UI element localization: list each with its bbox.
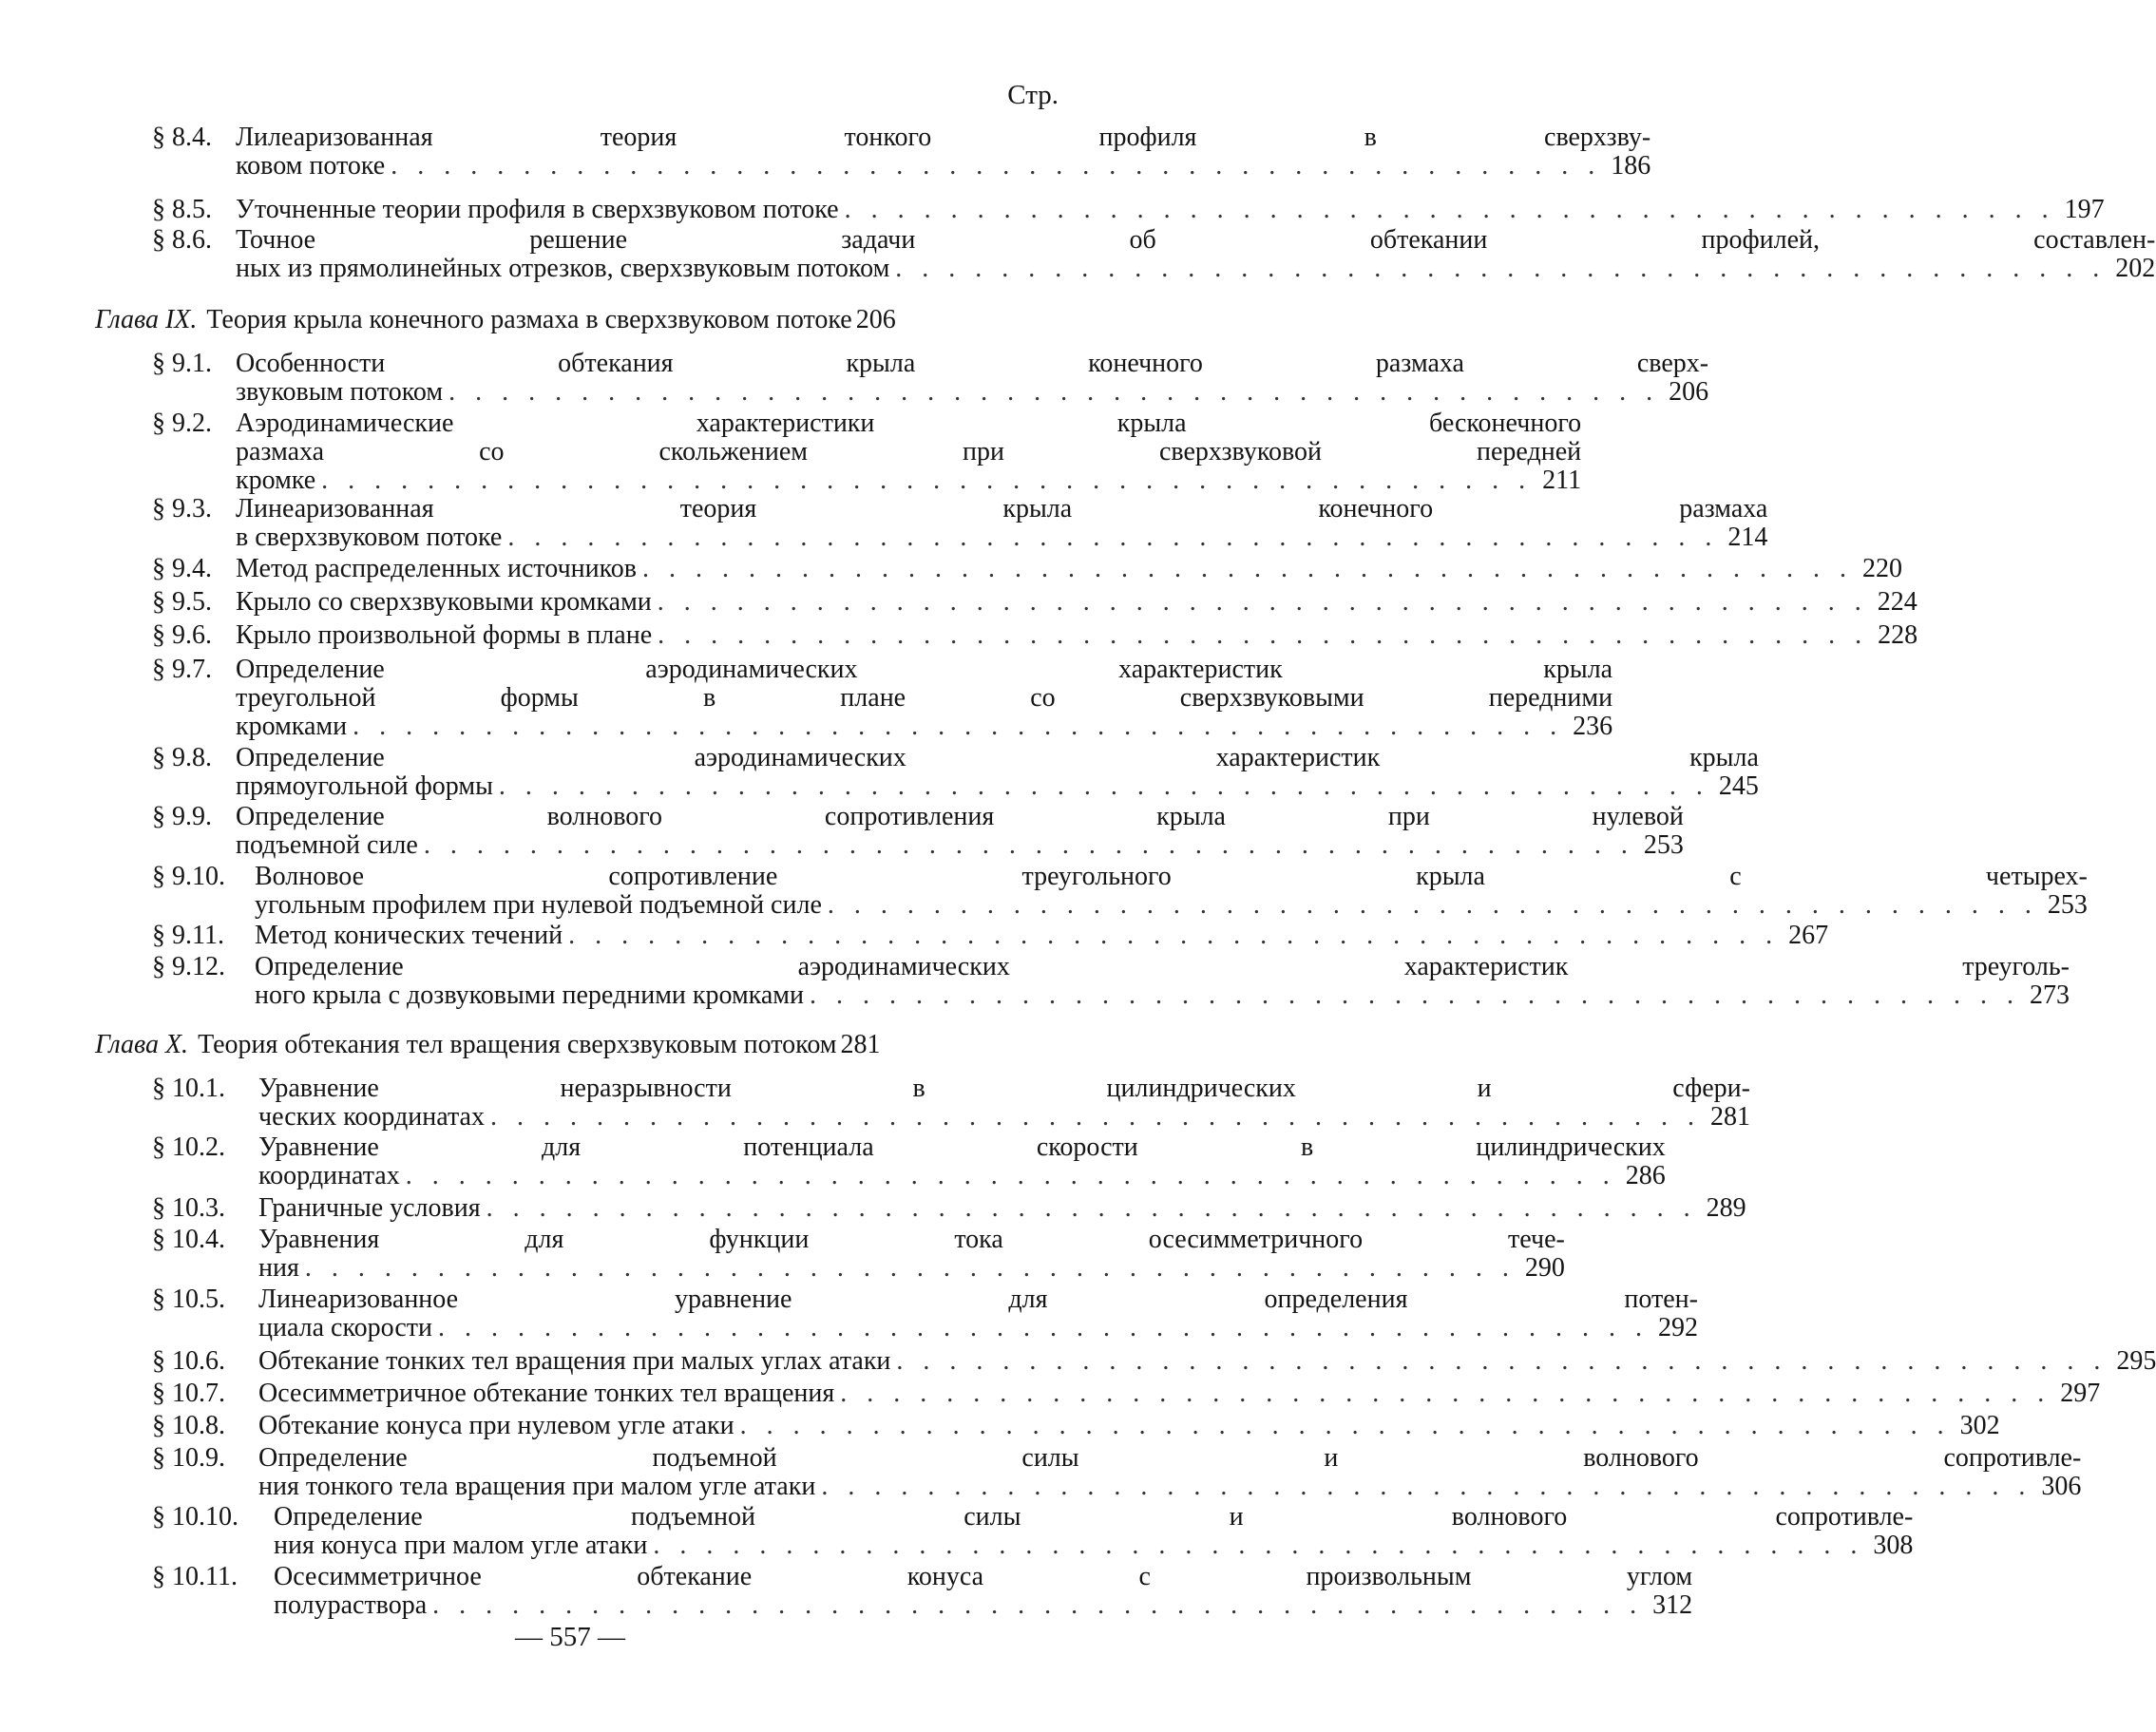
section-title-line: Лилеаризованная теория тонкого профиля в сверхзву- [236,123,1651,152]
toc-entry [152,1502,1914,1560]
section-title-line: Определение аэродинамических характеристик крыла [236,743,1759,772]
section-title-line: Точное решение задачи об обтекании профилей, составлен- [236,225,2156,255]
toc-entry [152,655,1613,741]
dot-leader: . . . . . . . . . . . . . . . . . . . . . . . . . . . . . . . . . . . . . . . . . . . . . . [391,151,1602,181]
section-title-line: кромке [236,466,316,495]
dot-leader: . . . . . . . . . . . . . . . . . . . . . . . . . . . . . . . . . . . . . . . . . . . . . . [507,523,1719,552]
dot-leader: . . . . . . . . . . . . . . . . . . . . . . . . . . . . . . . . . . . . . . . . . . . . . . [438,1313,1649,1342]
page-number: 214 [1727,523,1768,552]
page-number: 306 [2041,1472,2082,1501]
page-number: 297 [2060,1379,2101,1408]
section-number: § 9.3. [152,494,212,523]
page-number: 267 [1788,921,1829,950]
dot-leader: . . . . . . . . . . . . . . . . . . . . . . . . . . . . . . . . . . . . . . . . . . . . . . [321,466,1533,495]
dot-leader: . . . . . . . . . . . . . . . . . . . . . . . . . . . . . . . . . . . . . . . . . . . . . . [895,254,2107,283]
section-number: § 10.4. [152,1225,225,1254]
toc-entry [152,1346,2156,1376]
dot-leader: . . . . . . . . . . . . . . . . . . . . . . . . . . . . . . . . . . . . . . . . . . . . . . [896,1346,2108,1376]
section-title-line: Граничные условия [258,1193,481,1223]
dot-leader: . . . . . . . . . . . . . . . . . . . . . . . . . . . . . . . . . . . . . . . . . . . . . . [653,1531,1864,1560]
page-number: 206 [855,305,896,334]
dot-leader: . . . . . . . . . . . . . . . . . . . . . . . . . . . . . . . . . . . . . . . . . . . . . . [840,1379,2051,1408]
toc-entry [152,195,2105,224]
toc-entry [152,862,2088,920]
chapter-title: Теория крыла конечного размаха в сверхзвуковом потоке [206,305,852,334]
section-title-line: кромками [236,712,348,741]
section-title-line: треугольной формы в плане со сверхзвуковыми передними [236,683,1613,713]
section-number: § 9.11. [152,921,224,950]
section-number: § 10.2. [152,1132,225,1162]
section-title-line: Определение подъемной силы и волнового сопротивле- [258,1443,2082,1473]
section-title-line: прямоугольной формы [236,771,493,801]
dot-leader: . . . . . . . . . . . . . . . . . . . . . . . . . . . . . . . . . . . . . . . . . . . . . . [304,1253,1516,1283]
page-number: 245 [1718,771,1759,801]
dot-leader: . . . . . . . . . . . . . . . . . . . . . . . . . . . . . . . . . . . . . . . . . . . . . . [810,980,2020,1010]
toc-entry [152,554,1903,583]
dot-leader: . . . . . . . . . . . . . . . . . . . . . . . . . . . . . . . . . . . . . . . . . . . . . . [486,1193,1697,1223]
toc-entry [152,225,2156,283]
toc-entry [152,1411,2000,1440]
dot-leader: . . . . . . . . . . . . . . . . . . . . . . . . . . . . . . . . . . . . . . . . . . . . . . [489,1102,1701,1132]
section-title-line: угольным профилем при нулевой подъемной силе [255,890,822,920]
toc-entry [152,1193,1746,1223]
toc-entry [152,921,1829,950]
page-number: 286 [1625,1161,1666,1190]
section-number: § 8.6. [152,225,212,255]
section-title-line: в сверхзвуковом потоке [236,523,503,552]
page-number: 236 [1573,712,1613,741]
toc-entry [152,1132,1666,1190]
section-title-line: ковом потоке [236,151,386,181]
page-number-footer: — 557 — [515,1622,625,1652]
chapter-title: Теория обтекания тел вращения сверхзвуковым потоком [198,1030,837,1059]
section-title-line: размаха со скольжением при сверхзвуковой передней [236,437,1582,466]
page-number: 308 [1873,1531,1914,1560]
section-number: § 10.3. [152,1193,225,1223]
section-title-line: ного крыла с дозвуковыми передними кромками [255,980,804,1010]
page-number: 289 [1706,1193,1746,1223]
page-number: 281 [840,1030,881,1059]
section-title-line: ния конуса при малом угле атаки [274,1531,648,1560]
toc-entry [152,123,1651,181]
chapter-label: Глава X. [95,1030,189,1059]
section-title-line: Уравнение неразрывности в цилиндрических и сфери- [258,1074,1750,1103]
toc-entry [152,409,1582,495]
section-title-line: Метод распределенных источников [236,554,638,583]
toc-entry [152,494,1768,552]
page-number: 206 [1669,377,1709,407]
section-number: § 10.9. [152,1443,225,1473]
section-title-line: ния тонкого тела вращения при малом угле атаки [258,1472,816,1501]
section-title-line: циала скорости [258,1313,432,1342]
section-number: § 9.1. [152,349,212,378]
section-number: § 9.5. [152,587,212,617]
toc-entry [152,620,1918,650]
section-title-line: Определение подъемной силы и волнового сопротивле- [274,1502,1914,1532]
section-number: § 9.9. [152,802,212,831]
page-number: 273 [2030,980,2070,1010]
toc-entry [152,952,2070,1010]
section-title-line: Уравнение для потенциала скорости в цилиндрических [258,1132,1666,1162]
chapter-heading [95,306,1064,334]
page-number: 292 [1658,1313,1698,1342]
section-title-line: Аэродинамические характеристики крыла бесконечного [236,409,1582,438]
section-number: § 10.11. [152,1562,238,1591]
toc-entry [152,1074,1750,1132]
dot-leader: . . . . . . . . . . . . . . . . . . . . . . . . . . . . . . . . . . . . . . . . . . . . . . [739,1411,1951,1440]
section-number: § 9.12. [152,952,225,981]
section-title-line: Волновое сопротивление треугольного крыла с четырех- [255,862,2088,891]
section-number: § 10.5. [152,1285,225,1314]
chapter-label: Глава IX. [95,305,198,334]
section-number: § 10.10. [152,1502,238,1532]
section-title-line: координатах [258,1161,400,1190]
dot-leader: . . . . . . . . . . . . . . . . . . . . . . . . . . . . . . . . . . . . . . . . . . . . . . [353,712,1564,741]
section-title-line: Линеаризованная теория крыла конечного размаха [236,494,1768,523]
section-number: § 9.10. [152,862,225,891]
section-title-line: ческих координатах [258,1102,485,1132]
dot-leader: . . . . . . . . . . . . . . . . . . . . . . . . . . . . . . . . . . . . . . . . . . . . . . [657,587,1868,617]
section-title-line: Уточненные теории профиля в сверхзвуковом потоке [236,195,839,224]
toc-entry [152,1562,1693,1620]
section-number: § 10.6. [152,1346,225,1376]
dot-leader: . . . . . . . . . . . . . . . . . . . . . . . . . . . . . . . . . . . . . . . . . . . . . . [432,1590,1644,1620]
section-number: § 10.8. [152,1411,225,1440]
page-number: 220 [1862,554,1903,583]
section-title-line: Осесимметричное обтекание конуса с произвольным углом [274,1562,1693,1591]
section-number: § 8.4. [152,123,212,152]
section-title-line: подъемной силе [236,830,418,860]
dot-leader: . . . . . . . . . . . . . . . . . . . . . . . . . . . . . . . . . . . . . . . . . . . . . . [821,1472,2032,1501]
dot-leader: . . . . . . . . . . . . . . . . . . . . . . . . . . . . . . . . . . . . . . . . . . . . . . [423,830,1634,860]
dot-leader: . . . . . . . . . . . . . . . . . . . . . . . . . . . . . . . . . . . . . . . . . . . . . . [827,890,2038,920]
section-number: § 9.2. [152,409,212,438]
section-title-line: полураствора [274,1590,428,1620]
section-number: § 9.4. [152,554,212,583]
section-number: § 9.8. [152,743,212,772]
page-number: 224 [1877,587,1918,617]
dot-leader: . . . . . . . . . . . . . . . . . . . . . . . . . . . . . . . . . . . . . . . . . . . . . . [642,554,1854,583]
section-title-line: звуковым потоком [236,377,444,407]
section-title-line: Определение аэродинамических характеристик треуголь- [255,952,2070,981]
page-number: 228 [1878,620,1918,650]
page-number: 211 [1542,466,1582,495]
page-number: 295 [2116,1346,2156,1376]
chapter-heading [95,1031,1064,1059]
dot-leader: . . . . . . . . . . . . . . . . . . . . . . . . . . . . . . . . . . . . . . . . . . . . . . [448,377,1660,407]
toc-entry [152,1443,2082,1501]
page-number: 253 [1643,830,1684,860]
page-column-header: Стр. [1007,80,1059,110]
toc-entry [152,1379,2101,1408]
page-number: 312 [1652,1590,1693,1620]
section-title-line: ния [258,1253,299,1283]
section-title-line: Обтекание тонких тел вращения при малых углах атаки [258,1346,891,1376]
section-number: § 10.7. [152,1379,225,1408]
page-number: 253 [2047,890,2088,920]
section-number: § 10.1. [152,1074,225,1103]
section-title-line: Осесимметричное обтекание тонких тел вращения [258,1379,835,1408]
section-title-line: Крыло со сверхзвуковыми кромками [236,587,652,617]
section-title-line: Особенности обтекания крыла конечного размаха сверх- [236,349,1709,378]
section-title-line: Определение аэродинамических характеристик крыла [236,655,1613,684]
dot-leader: . . . . . . . . . . . . . . . . . . . . . . . . . . . . . . . . . . . . . . . . . . . . . . [498,771,1709,801]
section-number: § 9.7. [152,655,212,684]
page-number: 281 [1709,1102,1750,1132]
toc-entry [152,743,1759,801]
page-number: 202 [2115,254,2156,283]
page-number: 186 [1611,151,1651,181]
toc-entry [152,587,1918,617]
section-number: § 9.6. [152,620,212,650]
dot-leader: . . . . . . . . . . . . . . . . . . . . . . . . . . . . . . . . . . . . . . . . . . . . . . [568,921,1780,950]
toc-entry [152,802,1684,860]
dot-leader: . . . . . . . . . . . . . . . . . . . . . . . . . . . . . . . . . . . . . . . . . . . . . . [844,195,2055,224]
section-title-line: Крыло произвольной формы в плане [236,620,653,650]
section-title-line: Обтекание конуса при нулевом угле атаки [258,1411,735,1440]
section-number: § 8.5. [152,195,212,224]
section-title-line: Линеаризованное уравнение для определения потен- [258,1285,1698,1314]
dot-leader: . . . . . . . . . . . . . . . . . . . . . . . . . . . . . . . . . . . . . . . . . . . . . . [658,620,1869,650]
section-title-line: Уравнения для функции тока осесимметричного тече- [258,1225,1565,1254]
page-number: 290 [1524,1253,1565,1283]
page-number: 197 [2064,195,2105,224]
toc-entry [152,1285,1698,1342]
section-title-line: Метод конических течений [255,921,563,950]
section-title-line: Определение волнового сопротивления крыла при нулевой [236,802,1684,831]
toc-entry [152,1225,1565,1283]
toc-entry [152,349,1709,407]
section-title-line: ных из прямолинейных отрезков, сверхзвуковым потоком [236,254,890,283]
dot-leader: . . . . . . . . . . . . . . . . . . . . . . . . . . . . . . . . . . . . . . . . . . . . . . [405,1161,1616,1190]
page-number: 302 [1959,1411,2000,1440]
